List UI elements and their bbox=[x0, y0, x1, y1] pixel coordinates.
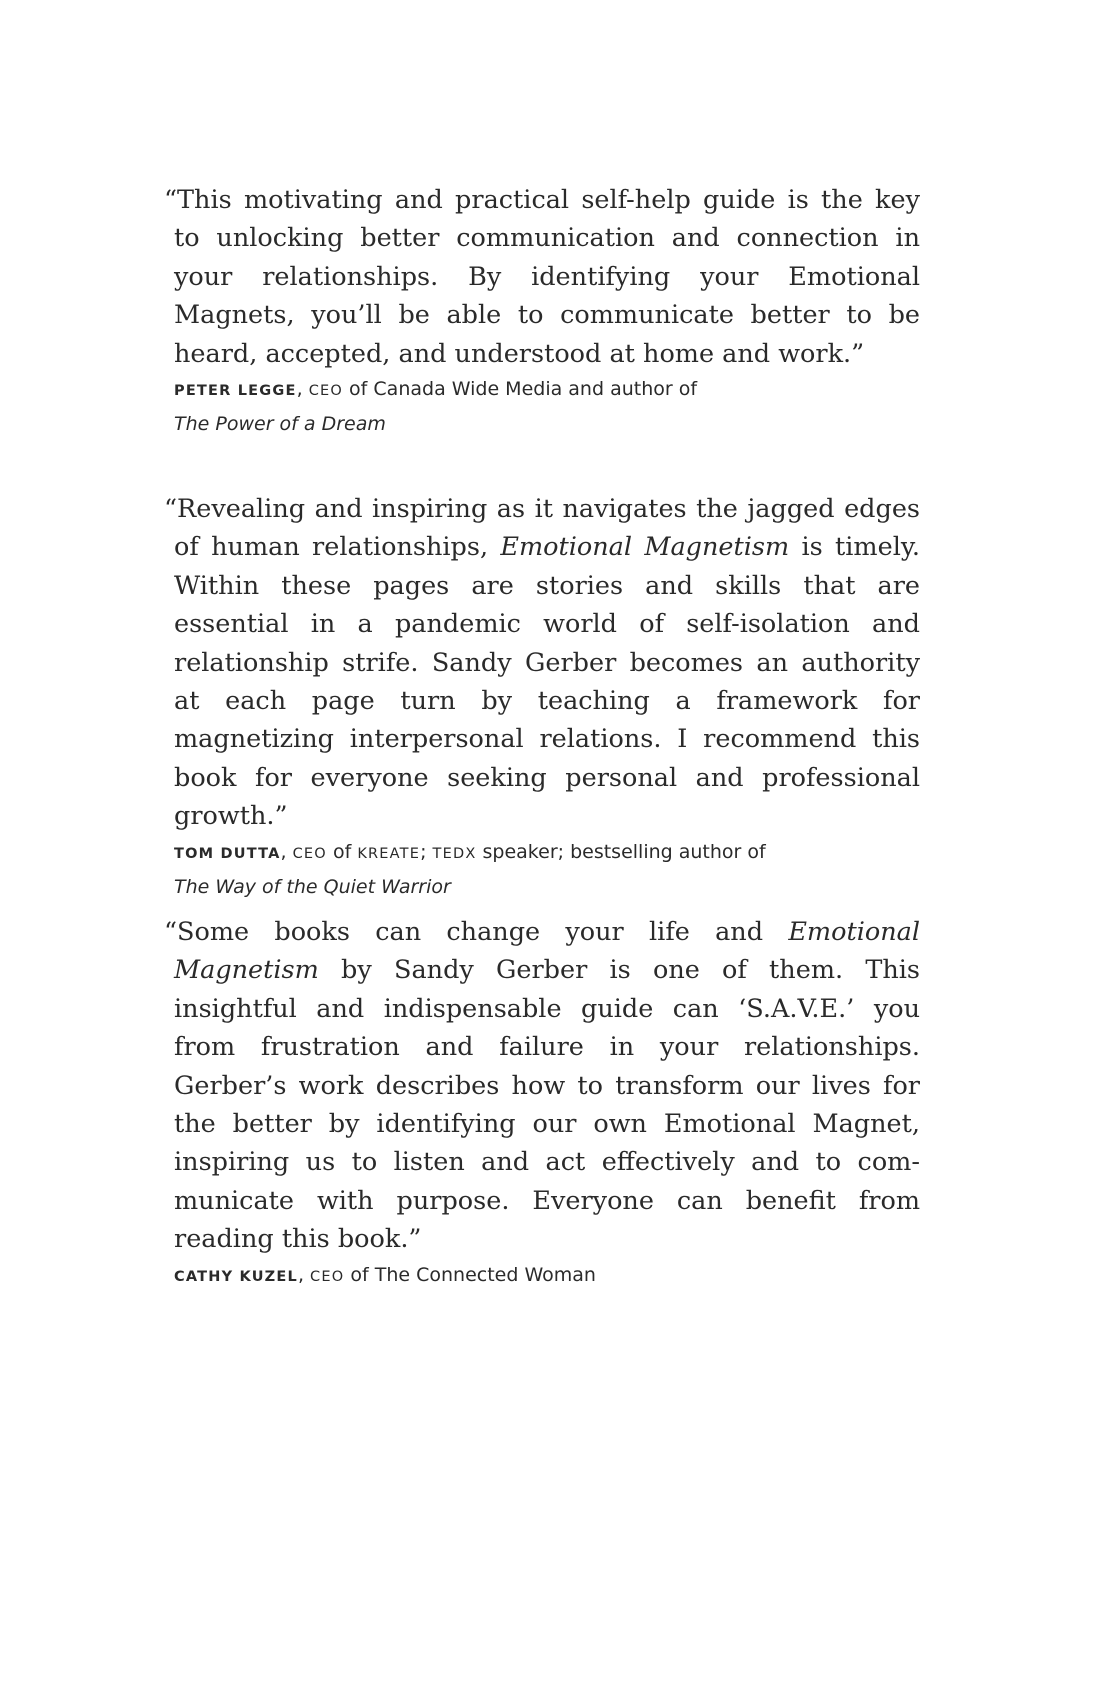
endorsement-attribution bbox=[174, 1259, 920, 1294]
attribution-text: , bbox=[280, 840, 293, 863]
endorser-book-title: The Way of the Quiet Warrior bbox=[174, 875, 451, 898]
attribution-line bbox=[174, 1259, 920, 1294]
endorser-book-title: The Power of a Dream bbox=[174, 413, 386, 436]
quote-text: is timely. Within these pages are stories and skills that are essential in a pandemic world of self-isolation and relationship strife. Sandy Gerber becomes an authority at each page turn by teaching a framework for magnetizing interpersonal relations. I recommend this book for everyone seeking personal and professional growth.” bbox=[174, 532, 920, 832]
quote-text: “Some books can change your life and bbox=[164, 917, 789, 947]
quoted-book-title: Emotional Magnetism bbox=[500, 532, 790, 563]
attribution-separator: , bbox=[297, 1263, 311, 1286]
quote-text: “Revealing and inspiring as it navigates the jagged edges of human relationships, bbox=[164, 494, 920, 563]
endorsement-1 bbox=[164, 181, 920, 441]
endorser-name: PETER LEGGE bbox=[174, 383, 297, 400]
endorser-name: CATHY KUZEL bbox=[174, 1268, 298, 1285]
endorsement-quote bbox=[164, 913, 920, 1259]
attribution-text: of bbox=[326, 840, 358, 863]
endorsement-attribution bbox=[174, 836, 920, 904]
endorser-title: CEO bbox=[310, 1268, 345, 1285]
attribution-acronym: CEO bbox=[292, 845, 327, 862]
endorser-role bbox=[281, 841, 766, 863]
endorsement-quote bbox=[164, 490, 920, 836]
attribution-acronym: KREATE bbox=[357, 845, 421, 862]
endorsement-quote bbox=[164, 181, 920, 373]
attribution-acronym: TEDX bbox=[432, 845, 477, 862]
attribution-text: speaker; bestselling author of bbox=[476, 840, 766, 863]
quote-text: by Sandy Gerber is one of them. This insightful and indispensable guide can ‘S.A.V.E.’ you from frustration and failure in your relationships. Gerber’s work describes how to transform our lives for the better by identifying our own Emotional Magnet, inspiring us to listen and act effectively and to communicate with purpose. Everyone can benefit from reading this book.” bbox=[174, 955, 920, 1255]
endorsement-attribution bbox=[174, 373, 920, 441]
attribution-text: ; bbox=[420, 840, 433, 863]
quote-text: “This motivating and practical self-help guide is the key to unlocking better communication and connection in your relationships. By identifying your Emotional Magnets, you’ll be able to communicate better to be heard, accepted, and understood at home and work.” bbox=[164, 185, 920, 369]
endorser-role: of The Connected Woman bbox=[344, 1263, 596, 1286]
attribution-line bbox=[174, 373, 920, 408]
quoted-book-title: Emotional Magnetism bbox=[174, 917, 920, 986]
endorsement-3 bbox=[164, 913, 920, 1294]
endorser-role: of Canada Wide Media and author of bbox=[343, 378, 698, 401]
endorser-name: TOM DUTTA bbox=[174, 845, 281, 862]
endorser-title: CEO bbox=[308, 383, 344, 400]
endorsement-2 bbox=[164, 490, 920, 904]
attribution-line bbox=[174, 836, 920, 871]
attribution-separator: , bbox=[296, 378, 309, 401]
